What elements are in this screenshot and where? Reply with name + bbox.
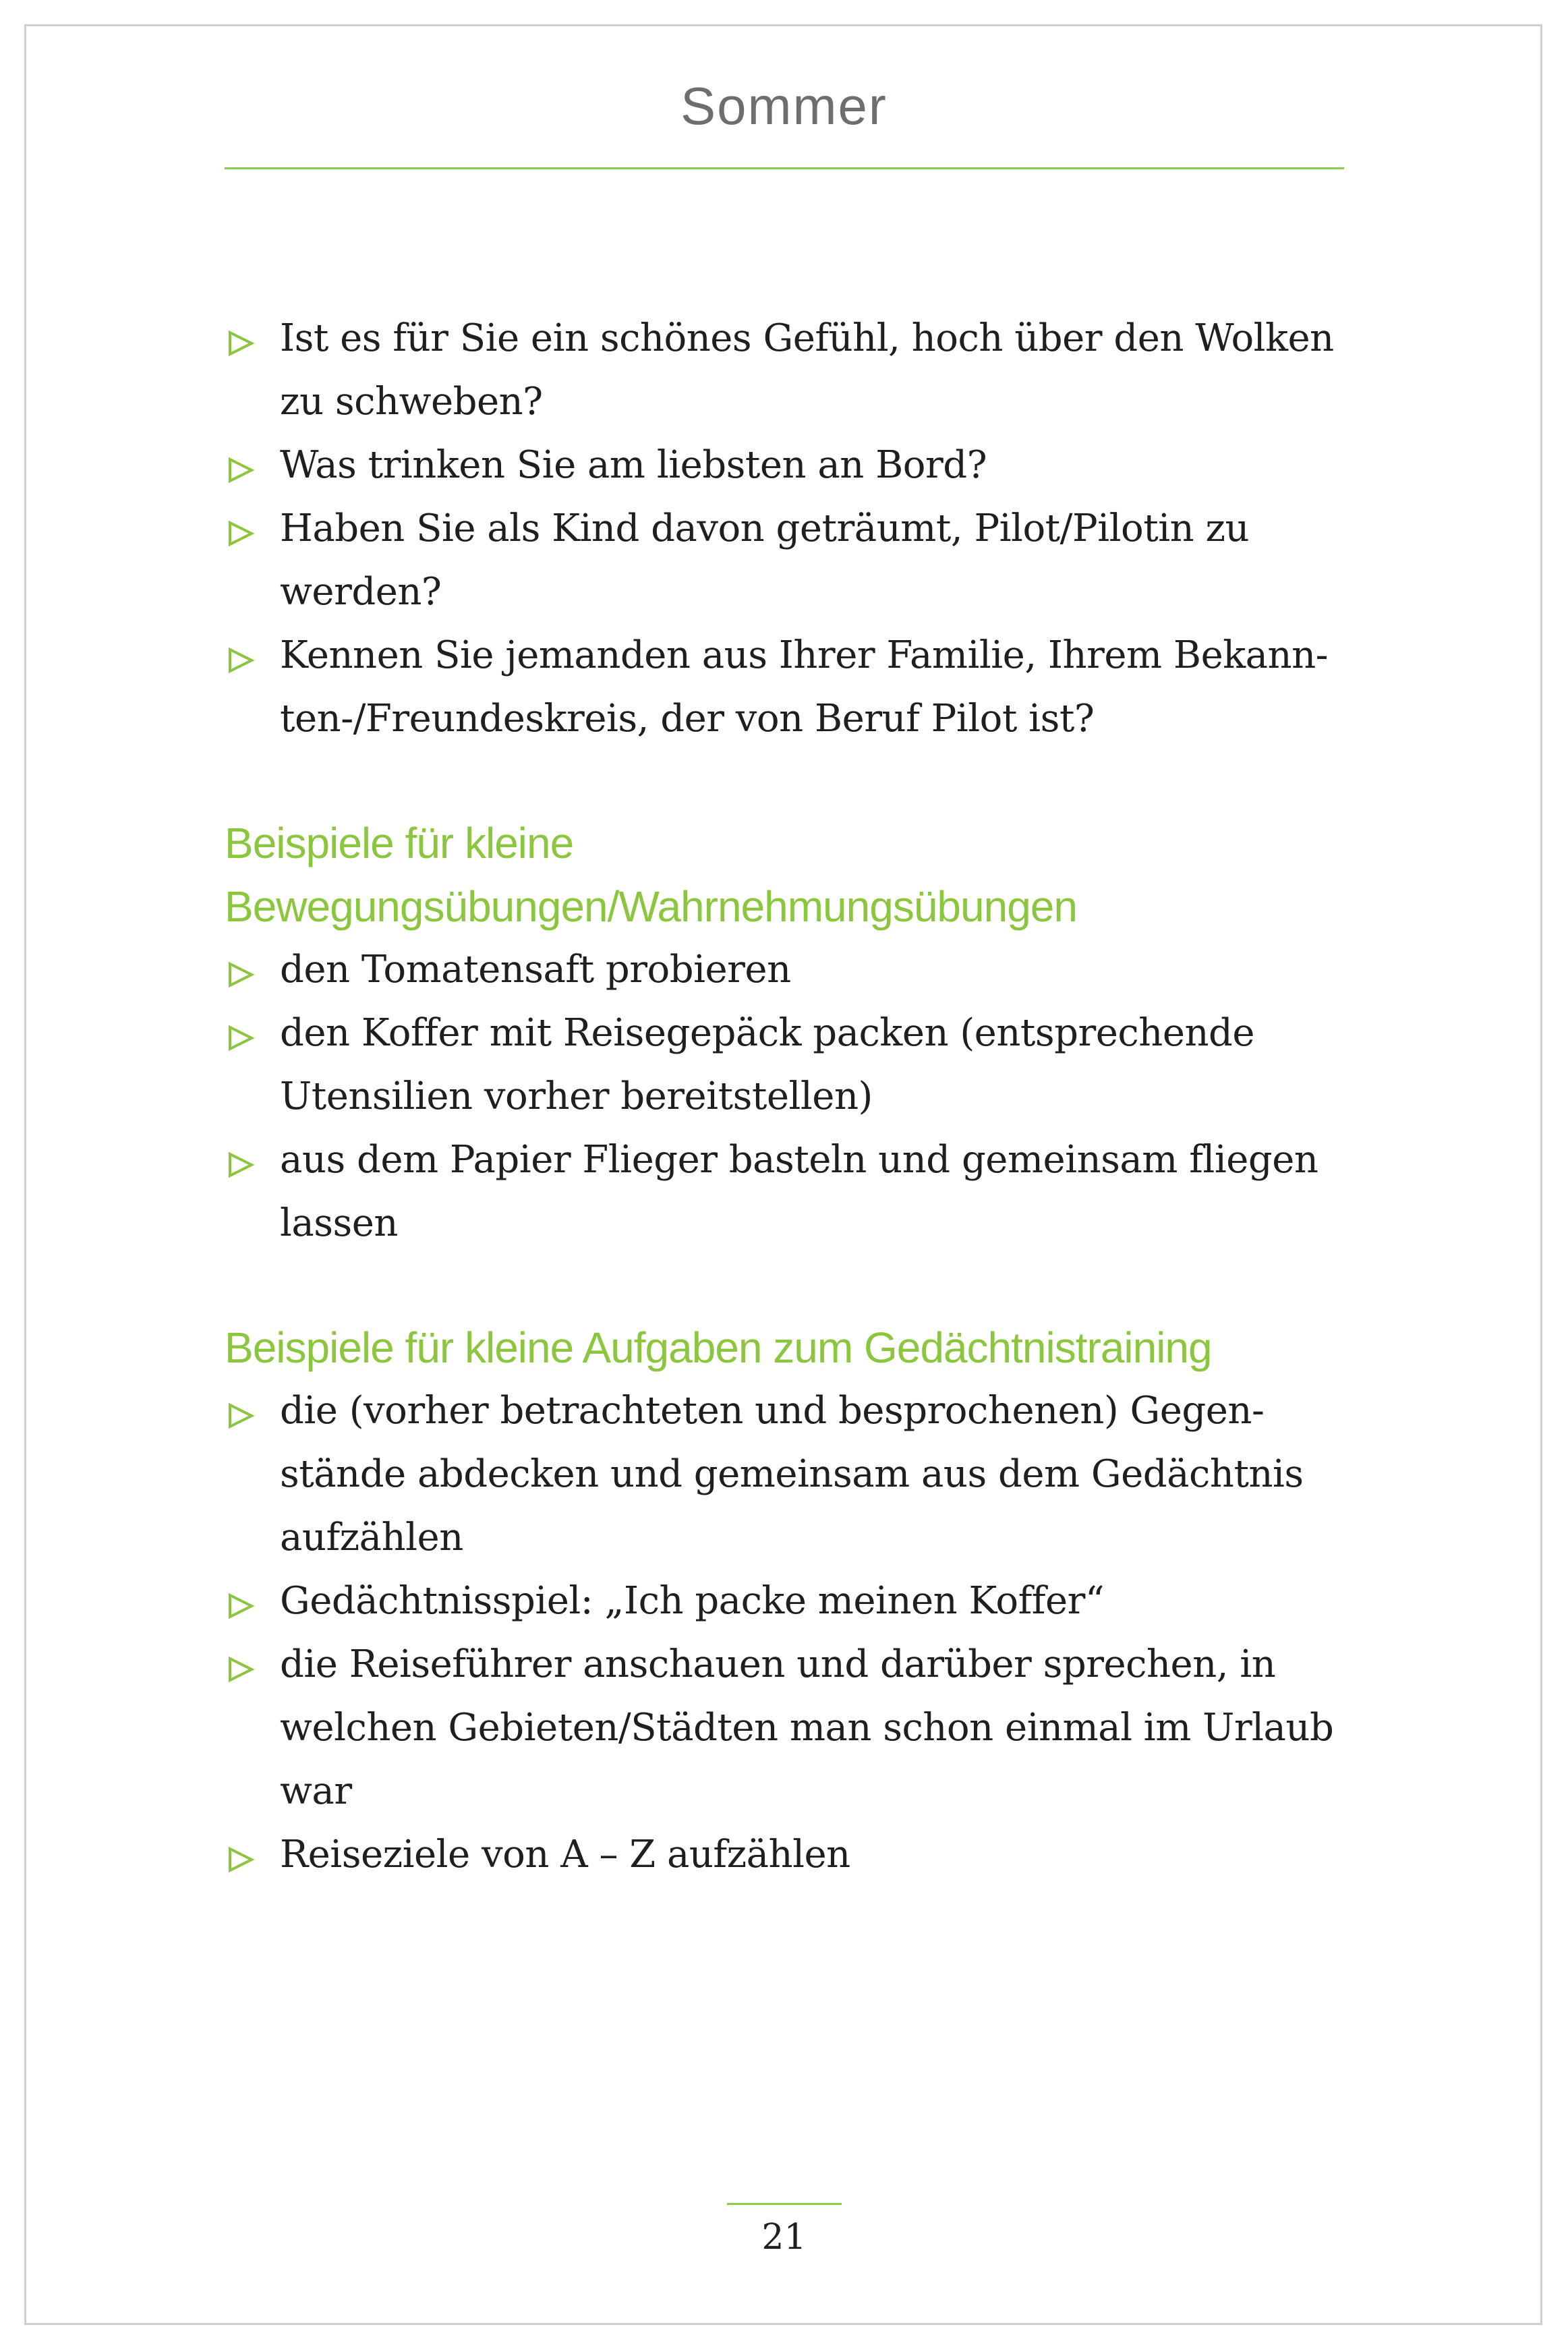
list-item <box>225 1379 1344 1570</box>
list-item <box>225 307 1344 434</box>
footer-divider <box>727 2203 842 2205</box>
list-item <box>225 1633 1344 1823</box>
list-item <box>225 1128 1344 1255</box>
memory-heading: Beispiele für kleine Aufgaben zum Gedächtnistraining <box>225 1323 1212 1372</box>
movement-list <box>225 938 1344 1255</box>
triangle-bullet-icon <box>227 1593 254 1619</box>
list-item <box>225 497 1344 624</box>
list-item-text: Reiseziele von A – Z aufzählen <box>280 1833 850 1876</box>
list-item <box>225 434 1344 497</box>
triangle-bullet-icon <box>227 1656 254 1683</box>
triangle-bullet-icon <box>227 520 254 547</box>
triangle-bullet-icon <box>227 1151 254 1178</box>
running-head-title: Sommer <box>680 76 888 136</box>
triangle-bullet-icon <box>227 647 254 674</box>
list-item <box>225 1002 1344 1128</box>
list-item <box>225 624 1344 751</box>
list-item <box>225 1570 1344 1633</box>
header-divider <box>225 167 1344 169</box>
list-item-text: Was trinken Sie am liebsten an Bord? <box>280 443 987 487</box>
list-item-text: den Koffer mit Reisegepäck packen (entsprechende Utensilien vorher bereitstellen) <box>280 1011 1255 1118</box>
list-item-text: den Tomatensaft probieren <box>280 948 791 992</box>
page-number: 21 <box>761 2217 807 2258</box>
triangle-bullet-icon <box>227 1025 254 1052</box>
list-item-text: aus dem Papier Flieger basteln und gemeinsam fliegen lassen <box>280 1138 1318 1245</box>
triangle-bullet-icon <box>227 330 254 357</box>
question-list <box>225 307 1344 751</box>
triangle-bullet-icon <box>227 1402 254 1429</box>
list-item-text: Haben Sie als Kind davon geträumt, Pilot/Pilotin zu werden? <box>280 507 1250 614</box>
list-item-text: Gedächtnisspiel: „Ich packe meinen Koffer“ <box>280 1579 1105 1623</box>
memory-section <box>225 1316 1344 1887</box>
list-item-text: die (vorher betrachteten und besprochenen) Gegen- stände abdecken und gemeinsam aus dem Gedächtnis aufzählen <box>280 1389 1304 1559</box>
memory-list <box>225 1379 1344 1887</box>
list-item-text: Kennen Sie jemanden aus Ihrer Familie, Ihrem Bekann- ten-/Freundeskreis, der von Beruf Pilot ist? <box>280 633 1329 741</box>
triangle-bullet-icon <box>227 457 254 484</box>
triangle-bullet-icon <box>227 1846 254 1873</box>
triangle-bullet-icon <box>227 961 254 988</box>
list-item <box>225 1823 1344 1887</box>
list-item-text: die Reiseführer anschauen und darüber sprechen, in welchen Gebieten/Städten man schon einmal im Urlaub war <box>280 1642 1334 1813</box>
list-item-text: Ist es für Sie ein schönes Gefühl, hoch über den Wolken zu schweben? <box>280 316 1334 424</box>
movement-heading: Beispiele für kleine Bewegungsübungen/Wahrnehmungsübungen <box>225 819 1077 931</box>
movement-section <box>225 811 1344 1255</box>
list-item <box>225 938 1344 1002</box>
page-content <box>225 307 1344 1887</box>
